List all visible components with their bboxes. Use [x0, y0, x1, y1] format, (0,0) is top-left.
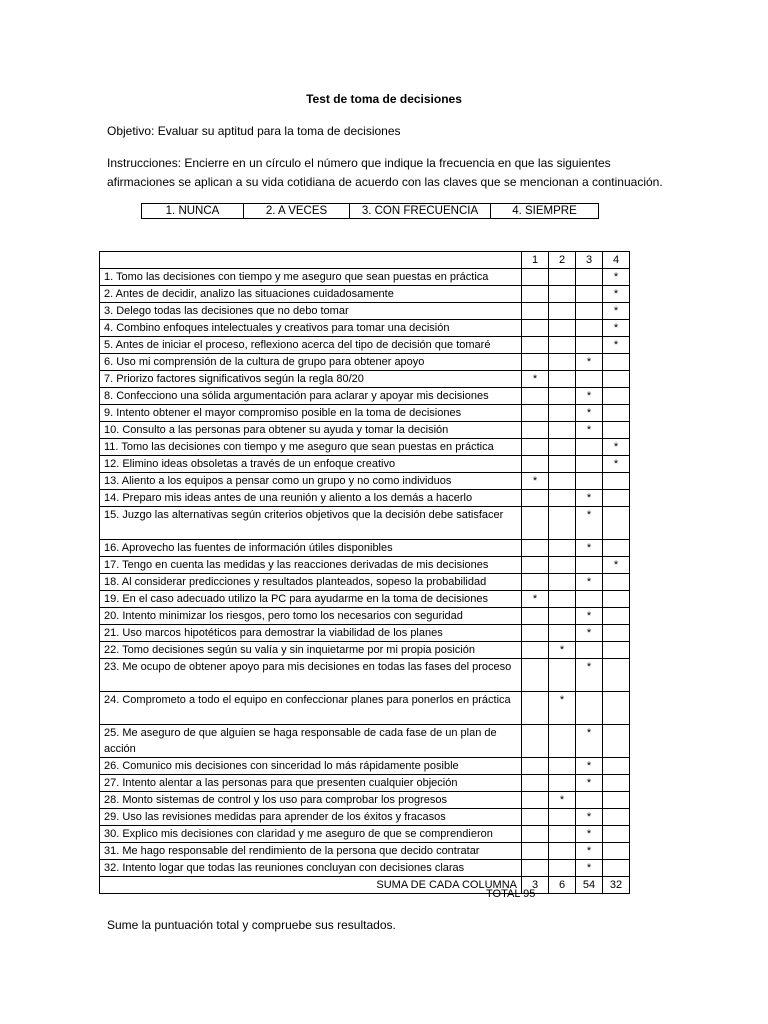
- answer-cell-4: *: [603, 320, 630, 337]
- statement-text: 8. Confecciono una sólida argumentación para aclarar y apoyar mis decisiones: [100, 388, 522, 405]
- statement-text: 10. Consulto a las personas para obtener su ayuda y tomar la decisión: [100, 422, 522, 439]
- answer-cell-4: [603, 692, 630, 725]
- answer-cell-2: *: [549, 792, 576, 809]
- answer-cell-4: *: [603, 456, 630, 473]
- answer-cell-1: [522, 540, 549, 557]
- statement-text: 17. Tengo en cuenta las medidas y las reacciones derivadas de mis decisiones: [100, 557, 522, 574]
- answer-cell-1: [522, 354, 549, 371]
- answer-cell-4: [603, 725, 630, 758]
- answer-cell-3: [576, 557, 603, 574]
- answer-cell-2: [549, 540, 576, 557]
- answer-cell-1: [522, 843, 549, 860]
- answer-cell-1: [522, 286, 549, 303]
- answer-cell-2: [549, 758, 576, 775]
- table-row: [100, 692, 630, 725]
- answer-cell-3: [576, 303, 603, 320]
- table-row: [100, 456, 630, 473]
- total-text: TOTAL 95: [486, 888, 536, 900]
- answer-cell-3: *: [576, 540, 603, 557]
- answer-cell-4: [603, 758, 630, 775]
- answer-cell-3: [576, 792, 603, 809]
- table-row: [100, 490, 630, 507]
- table-row: [100, 725, 630, 758]
- scale-siempre: 4. SIEMPRE: [491, 204, 599, 219]
- answer-cell-3: [576, 692, 603, 725]
- answer-cell-3: *: [576, 809, 603, 826]
- header-row: [100, 252, 630, 269]
- answer-cell-4: [603, 591, 630, 608]
- answer-cell-2: [549, 659, 576, 692]
- answer-cell-4: *: [603, 557, 630, 574]
- answer-cell-3: *: [576, 758, 603, 775]
- answer-cell-2: [549, 354, 576, 371]
- answer-cell-2: [549, 843, 576, 860]
- answer-cell-3: [576, 269, 603, 286]
- answer-cell-4: [603, 354, 630, 371]
- answer-cell-1: [522, 422, 549, 439]
- answer-cell-2: [549, 371, 576, 388]
- answer-cell-1: [522, 405, 549, 422]
- answer-cell-3: [576, 456, 603, 473]
- answer-cell-4: [603, 371, 630, 388]
- answer-cell-1: [522, 642, 549, 659]
- answer-cell-1: [522, 320, 549, 337]
- answer-cell-3: *: [576, 574, 603, 591]
- answer-cell-3: *: [576, 507, 603, 540]
- statement-text: 20. Intento minimizar los riesgos, pero tomo los necesarios con seguridad: [100, 608, 522, 625]
- answer-cell-4: [603, 388, 630, 405]
- answer-cell-2: [549, 826, 576, 843]
- table-row: [100, 473, 630, 490]
- sum-cell-3: 54: [576, 877, 603, 894]
- statement-text: 6. Uso mi comprensión de la cultura de grupo para obtener apoyo: [100, 354, 522, 371]
- answer-cell-1: [522, 269, 549, 286]
- answer-cell-4: *: [603, 286, 630, 303]
- answer-cell-4: *: [603, 337, 630, 354]
- answer-cell-2: [549, 625, 576, 642]
- answer-cell-3: *: [576, 826, 603, 843]
- answer-cell-4: *: [603, 269, 630, 286]
- table-row: [100, 625, 630, 642]
- answer-cell-2: [549, 303, 576, 320]
- header-col-1: 1: [522, 252, 549, 269]
- table-row: [100, 439, 630, 456]
- answer-cell-2: [549, 405, 576, 422]
- instructions-text: Instrucciones: Encierre en un círculo el número que indique la frecuencia en que las siguientes afirmaciones se aplican a su vida cotidiana de acuerdo con las claves que se mencionan a continuación.: [107, 156, 663, 189]
- answer-cell-3: *: [576, 388, 603, 405]
- answer-cell-2: [549, 574, 576, 591]
- answer-cell-1: [522, 490, 549, 507]
- answer-cell-4: [603, 792, 630, 809]
- table-row: [100, 388, 630, 405]
- answer-cell-1: [522, 692, 549, 725]
- answer-cell-3: *: [576, 725, 603, 758]
- answer-cell-2: [549, 422, 576, 439]
- table-row: [100, 826, 630, 843]
- answer-cell-1: [522, 303, 549, 320]
- statement-text: 27. Intento alentar a las personas para que presenten cualquier objeción: [100, 775, 522, 792]
- answer-cell-4: *: [603, 439, 630, 456]
- table-row: [100, 758, 630, 775]
- table-row: [100, 608, 630, 625]
- statement-text: 11. Tomo las decisiones con tiempo y me aseguro que sean puestas en práctica: [100, 439, 522, 456]
- table-row: [100, 507, 630, 540]
- table-row: [100, 303, 630, 320]
- answer-cell-2: [549, 320, 576, 337]
- answer-cell-2: [549, 456, 576, 473]
- answer-cell-2: *: [549, 642, 576, 659]
- table-row: [100, 557, 630, 574]
- answer-cell-1: [522, 860, 549, 877]
- answer-cell-1: [522, 456, 549, 473]
- statement-text: 30. Explico mis decisiones con claridad y me aseguro de que se comprendieron: [100, 826, 522, 843]
- statement-text: 4. Combino enfoques intelectuales y creativos para tomar una decisión: [100, 320, 522, 337]
- header-col-2: 2: [549, 252, 576, 269]
- statement-text: 5. Antes de iniciar el proceso, reflexiono acerca del tipo de decisión que tomaré: [100, 337, 522, 354]
- statement-text: 19. En el caso adecuado utilizo la PC para ayudarme en la toma de decisiones: [100, 591, 522, 608]
- answer-cell-1: *: [522, 371, 549, 388]
- answer-cell-4: [603, 642, 630, 659]
- footer-text: Sume la puntuación total y compruebe sus resultados.: [107, 918, 396, 932]
- answer-cell-3: *: [576, 659, 603, 692]
- answer-cell-2: [549, 608, 576, 625]
- statement-text: 29. Uso las revisiones medidas para aprender de los éxitos y fracasos: [100, 809, 522, 826]
- document-title: Test de toma de decisiones: [306, 92, 462, 106]
- answer-cell-3: *: [576, 354, 603, 371]
- answer-cell-3: *: [576, 422, 603, 439]
- answer-cell-2: [549, 337, 576, 354]
- answer-cell-4: [603, 843, 630, 860]
- sum-label: SUMA DE CADA COLUMNA: [100, 877, 522, 894]
- statement-text: 14. Preparo mis ideas antes de una reunión y aliento a los demás a hacerlo: [100, 490, 522, 507]
- answer-cell-2: [549, 269, 576, 286]
- statement-text: 9. Intento obtener el mayor compromiso posible en la toma de decisiones: [100, 405, 522, 422]
- header-col-3: 3: [576, 252, 603, 269]
- decision-table: [99, 251, 630, 894]
- answer-cell-2: [549, 809, 576, 826]
- answer-cell-1: [522, 826, 549, 843]
- statement-text: 18. Al considerar predicciones y resultados planteados, sopeso la probabilidad: [100, 574, 522, 591]
- sum-cell-1: 3: [522, 877, 549, 894]
- table-row: [100, 775, 630, 792]
- answer-cell-1: [522, 809, 549, 826]
- answer-cell-1: [522, 507, 549, 540]
- answer-cell-2: [549, 557, 576, 574]
- answer-cell-1: *: [522, 591, 549, 608]
- answer-cell-3: [576, 320, 603, 337]
- answer-cell-2: [549, 775, 576, 792]
- answer-cell-3: *: [576, 625, 603, 642]
- statement-text: 22. Tomo decisiones según su valía y sin inquietarme por mi propia posición: [100, 642, 522, 659]
- statement-text: 12. Elimino ideas obsoletas a través de un enfoque creativo: [100, 456, 522, 473]
- answer-cell-3: [576, 439, 603, 456]
- answer-cell-1: [522, 439, 549, 456]
- scale-nunca: 1. NUNCA: [142, 204, 244, 219]
- statement-text: 3. Delego todas las decisiones que no debo tomar: [100, 303, 522, 320]
- answer-cell-4: [603, 422, 630, 439]
- answer-cell-4: [603, 405, 630, 422]
- table-row: [100, 405, 630, 422]
- answer-cell-4: [603, 826, 630, 843]
- answer-cell-4: [603, 625, 630, 642]
- table-row: [100, 337, 630, 354]
- answer-cell-3: [576, 371, 603, 388]
- answer-cell-4: [603, 574, 630, 591]
- sum-cell-2: 6: [549, 877, 576, 894]
- answer-cell-4: [603, 507, 630, 540]
- table-row: [100, 843, 630, 860]
- answer-cell-2: [549, 473, 576, 490]
- answer-cell-4: [603, 608, 630, 625]
- answer-cell-2: [549, 388, 576, 405]
- statement-text: 32. Intento logar que todas las reuniones concluyan con decisiones claras: [100, 860, 522, 877]
- answer-cell-3: *: [576, 843, 603, 860]
- table-row: [100, 320, 630, 337]
- statement-text: 16. Aprovecho las fuentes de información útiles disponibles: [100, 540, 522, 557]
- scale-con-frecuencia: 3. CON FRECUENCIA: [350, 204, 491, 219]
- answer-cell-4: *: [603, 303, 630, 320]
- answer-cell-1: [522, 725, 549, 758]
- answer-cell-2: [549, 860, 576, 877]
- statement-text: 24. Comprometo a todo el equipo en confeccionar planes para ponerlos en práctica: [100, 692, 522, 725]
- answer-cell-3: [576, 337, 603, 354]
- statement-text: 15. Juzgo las alternativas según criterios objetivos que la decisión debe satisfacer: [100, 507, 522, 540]
- answer-cell-4: [603, 659, 630, 692]
- statement-text: 7. Priorizo factores significativos según la regla 80/20: [100, 371, 522, 388]
- answer-cell-2: [549, 490, 576, 507]
- answer-cell-3: *: [576, 490, 603, 507]
- table-row: [100, 591, 630, 608]
- sum-row: [100, 877, 630, 894]
- table-row: [100, 792, 630, 809]
- table-row: [100, 659, 630, 692]
- answer-cell-3: *: [576, 860, 603, 877]
- sum-cell-4: 32: [603, 877, 630, 894]
- answer-cell-3: *: [576, 608, 603, 625]
- answer-cell-4: [603, 860, 630, 877]
- answer-cell-3: *: [576, 775, 603, 792]
- answer-cell-1: [522, 337, 549, 354]
- answer-cell-1: [522, 792, 549, 809]
- answer-cell-2: [549, 591, 576, 608]
- scale-a-veces: 2. A VECES: [244, 204, 350, 219]
- answer-cell-1: [522, 625, 549, 642]
- statement-text: 28. Monto sistemas de control y los uso para comprobar los progresos: [100, 792, 522, 809]
- answer-cell-3: [576, 473, 603, 490]
- objective-text: Objetivo: Evaluar su aptitud para la toma de decisiones: [107, 124, 401, 138]
- header-col-4: 4: [603, 252, 630, 269]
- answer-cell-1: [522, 388, 549, 405]
- answer-cell-2: [549, 507, 576, 540]
- statement-text: 13. Aliento a los equipos a pensar como un grupo y no como individuos: [100, 473, 522, 490]
- scale-legend: [141, 203, 599, 219]
- answer-cell-2: [549, 439, 576, 456]
- table-row: [100, 642, 630, 659]
- statement-text: 31. Me hago responsable del rendimiento de la persona que decido contratar: [100, 843, 522, 860]
- answer-cell-3: *: [576, 405, 603, 422]
- table-row: [100, 809, 630, 826]
- statement-text: 25. Me aseguro de que alguien se haga responsable de cada fase de un plan de acción: [100, 725, 522, 758]
- answer-cell-4: [603, 473, 630, 490]
- table-row: [100, 422, 630, 439]
- answer-cell-3: [576, 591, 603, 608]
- table-row: [100, 354, 630, 371]
- answer-cell-4: [603, 540, 630, 557]
- table-row: [100, 286, 630, 303]
- answer-cell-2: *: [549, 692, 576, 725]
- statement-text: 2. Antes de decidir, analizo las situaciones cuidadosamente: [100, 286, 522, 303]
- answer-cell-4: [603, 809, 630, 826]
- header-blank: [100, 252, 522, 269]
- statement-text: 23. Me ocupo de obtener apoyo para mis decisiones en todas las fases del proceso: [100, 659, 522, 692]
- table-row: [100, 371, 630, 388]
- answer-cell-1: [522, 608, 549, 625]
- answer-cell-2: [549, 286, 576, 303]
- table-row: [100, 540, 630, 557]
- answer-cell-1: [522, 758, 549, 775]
- table-row: [100, 860, 630, 877]
- answer-cell-1: [522, 659, 549, 692]
- answer-cell-1: *: [522, 473, 549, 490]
- answer-cell-3: [576, 642, 603, 659]
- table-row: [100, 574, 630, 591]
- answer-cell-4: [603, 490, 630, 507]
- table-row: [100, 269, 630, 286]
- answer-cell-3: [576, 286, 603, 303]
- answer-cell-4: [603, 775, 630, 792]
- answer-cell-1: [522, 775, 549, 792]
- answer-cell-1: [522, 557, 549, 574]
- statement-text: 1. Tomo las decisiones con tiempo y me aseguro que sean puestas en práctica: [100, 269, 522, 286]
- statement-text: 26. Comunico mis decisiones con sinceridad lo más rápidamente posible: [100, 758, 522, 775]
- statement-text: 21. Uso marcos hipotéticos para demostrar la viabilidad de los planes: [100, 625, 522, 642]
- answer-cell-1: [522, 574, 549, 591]
- answer-cell-2: [549, 725, 576, 758]
